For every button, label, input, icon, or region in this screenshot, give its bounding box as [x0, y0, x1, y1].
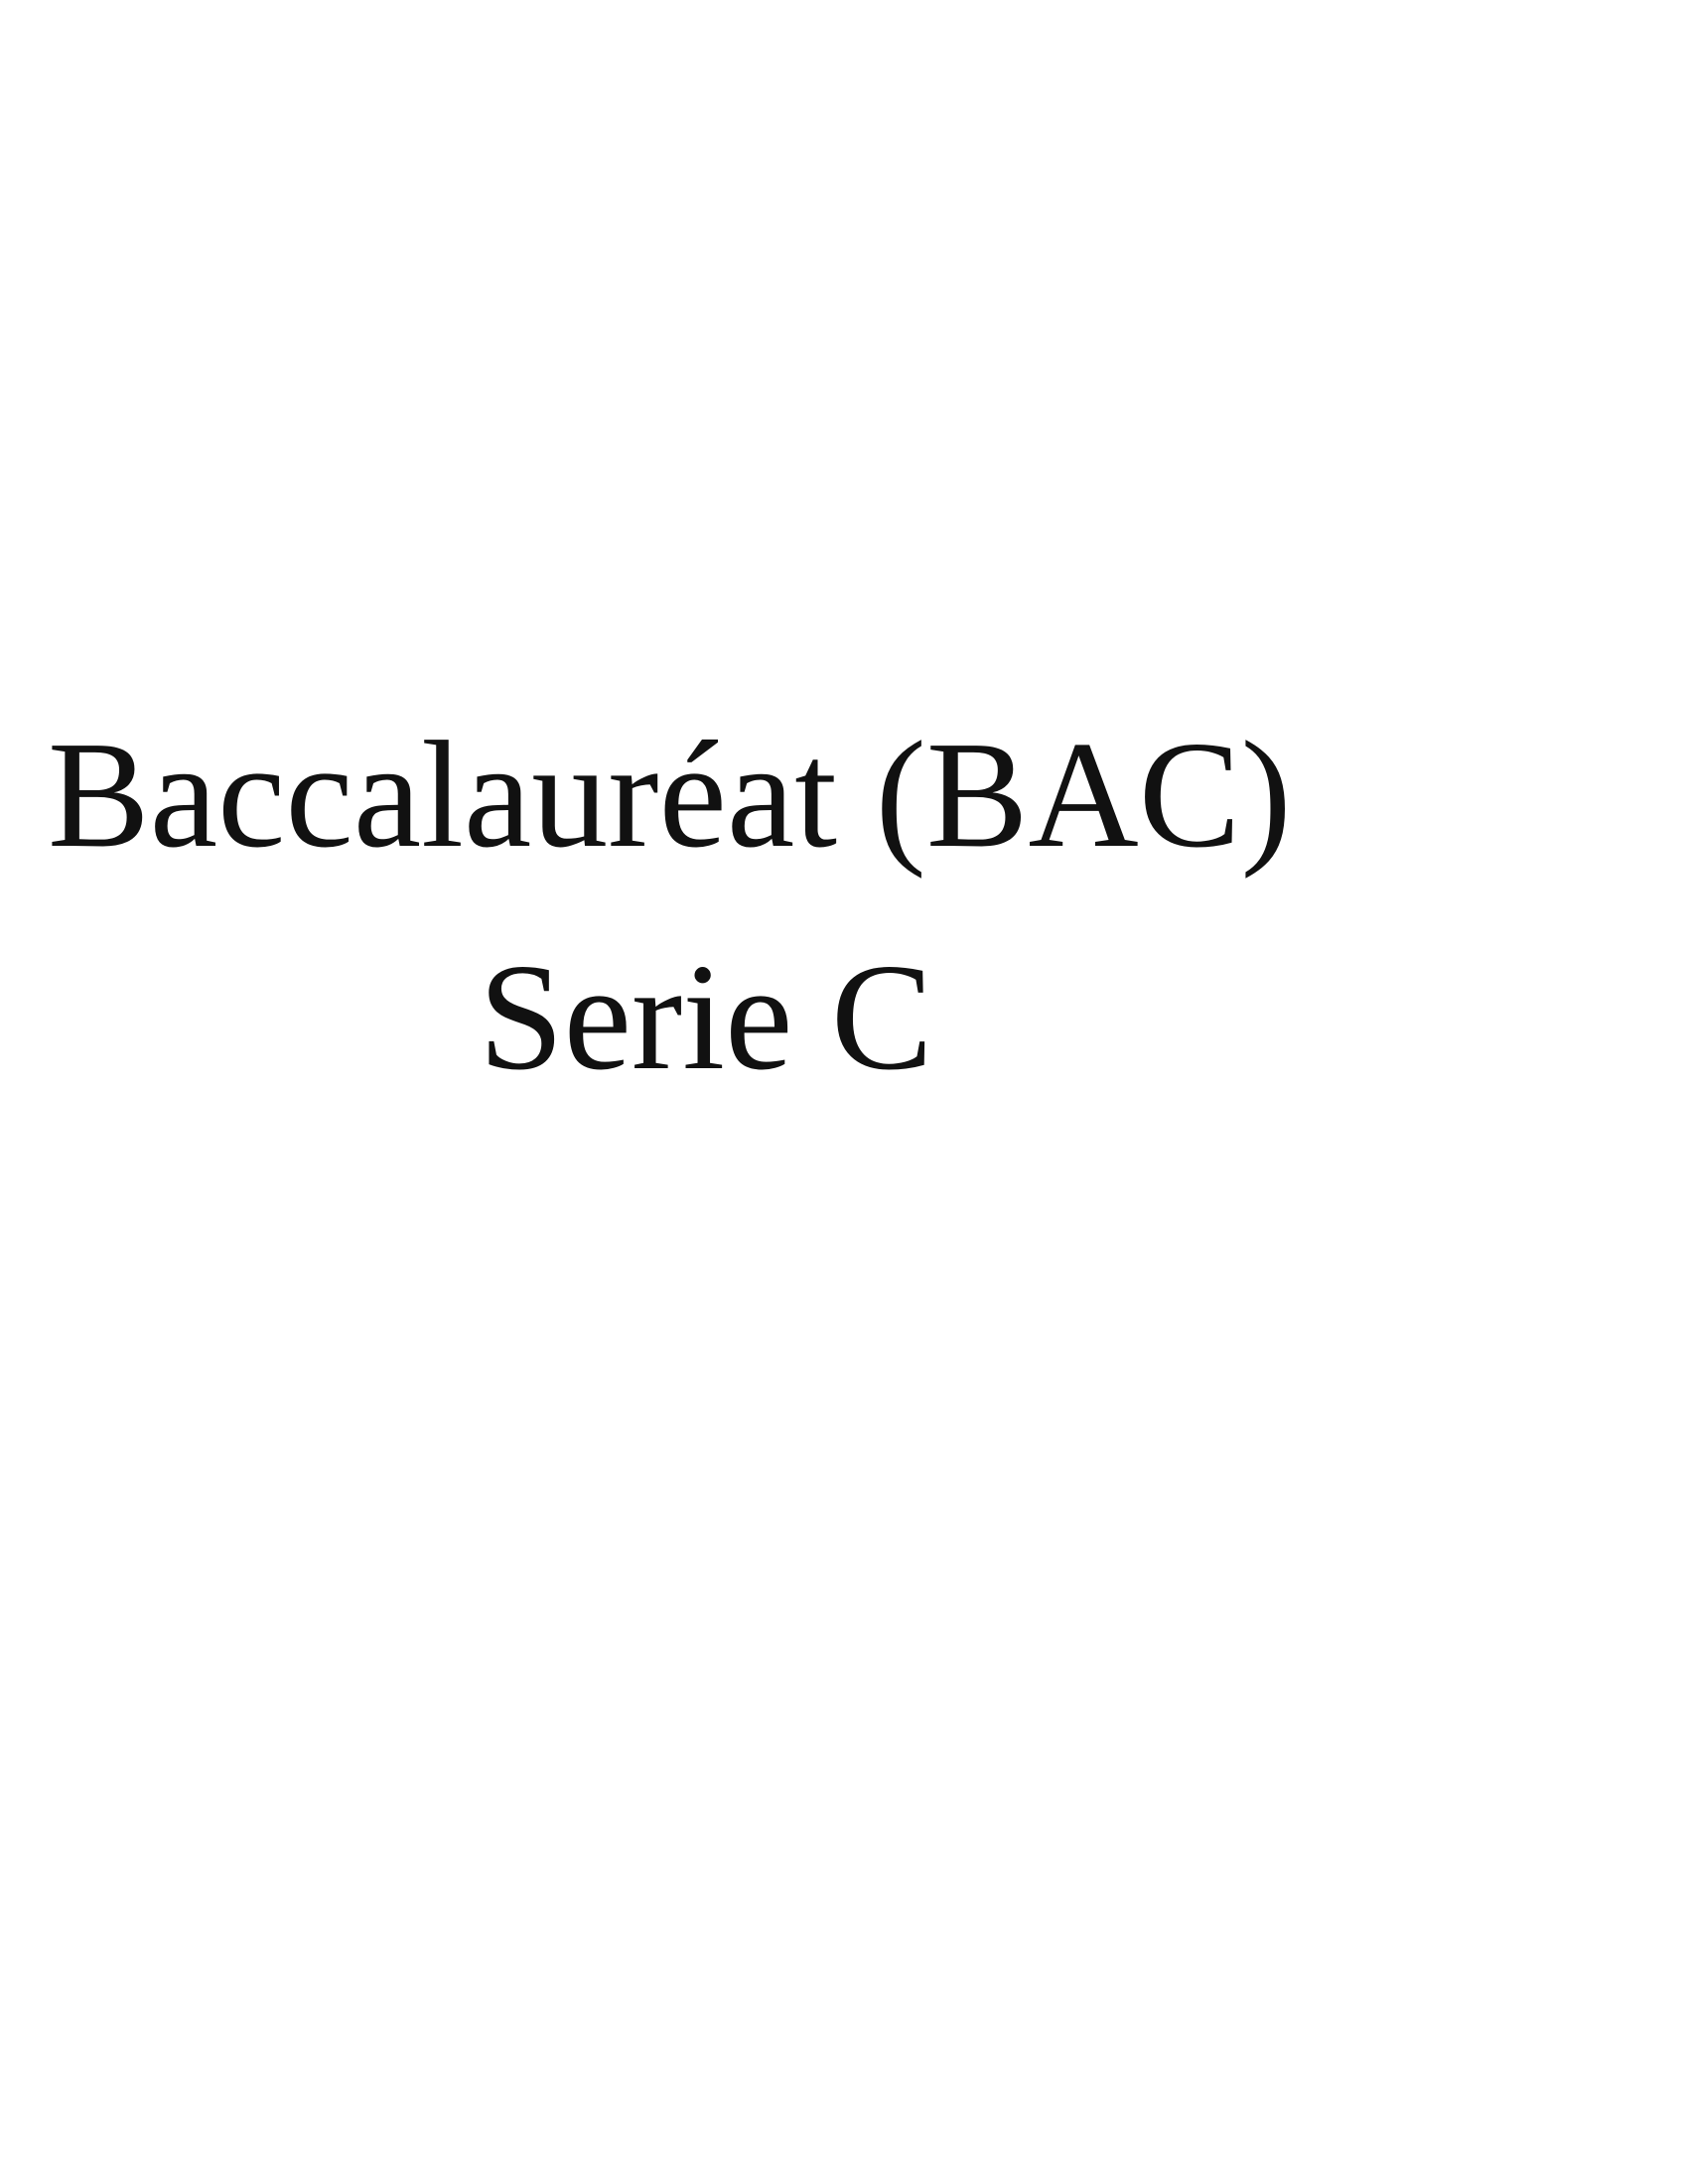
- exam-title: Baccalauréat (BAC): [48, 711, 1292, 880]
- exam-series: Serie C: [479, 933, 933, 1102]
